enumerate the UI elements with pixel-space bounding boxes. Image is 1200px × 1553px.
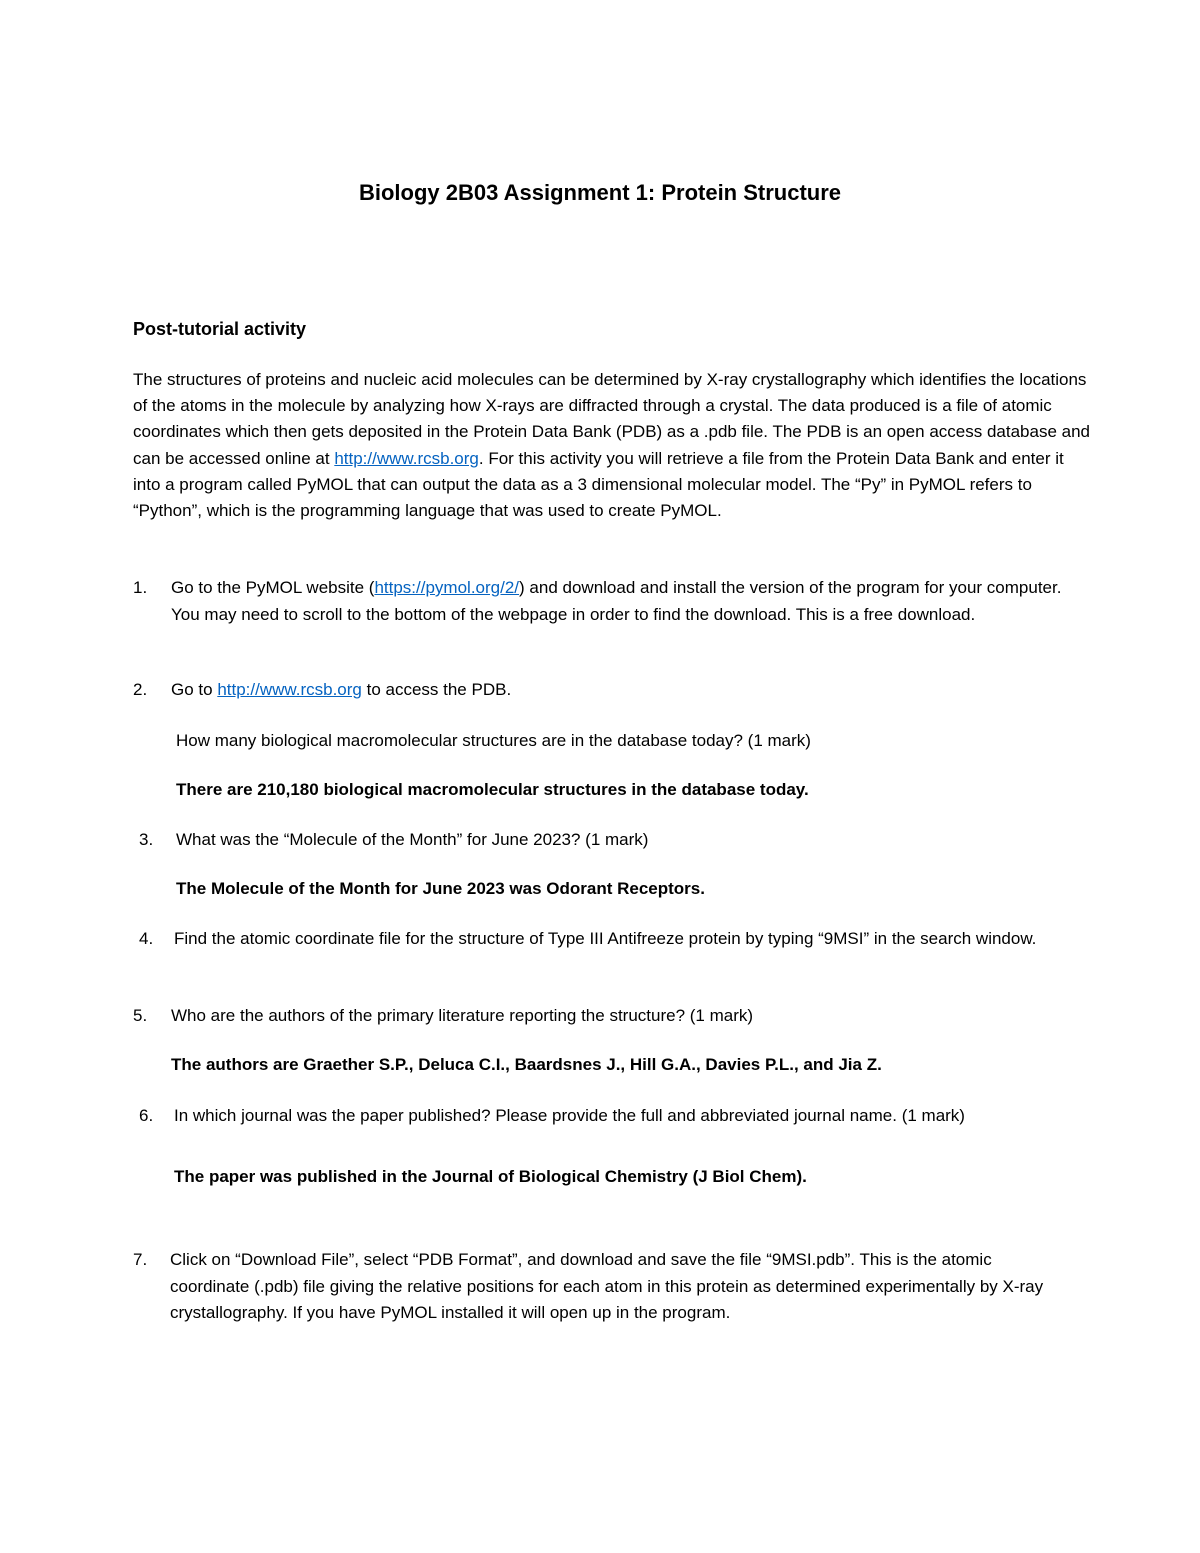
item-text — [171, 575, 1093, 628]
item-number: 4. — [139, 929, 154, 948]
item-number: 3. — [139, 830, 154, 849]
item-question: In which journal was the paper published? Please provide the full and abbreviated journal name. (1 mark) — [174, 1106, 965, 1125]
item-number: 1. — [133, 578, 148, 597]
item-text: Find the atomic coordinate file for the structure of Type III Antifreeze protein by typing “9MSI” in the search window. — [174, 929, 1037, 948]
item-text-after: ) and download and install the version of the program for your computer. You may need to scroll to the bottom of the webpage in order to find the download. This is a free download. — [171, 578, 1062, 624]
item-number: 5. — [133, 1006, 148, 1025]
item-question: What was the “Molecule of the Month” for June 2023? (1 mark) — [176, 830, 649, 849]
item-text-after: to access the PDB. — [361, 680, 512, 699]
item-number: 6. — [139, 1106, 154, 1125]
item-text: Click on “Download File”, select “PDB Format”, and download and save the file “9MSI.pdb”. This is the atomic coordinate (.pdb) file giving the relative positions for each atom in this protein as determined experimentally by X-ray crystallography. If you have PyMOL installed it will open up in the program. — [170, 1250, 1044, 1323]
answer-2: There are 210,180 biological macromolecular structures in the database today. — [176, 780, 809, 799]
page-title: Biology 2B03 Assignment 1: Protein Structure — [358, 180, 842, 205]
item-text-before: Go to — [171, 680, 218, 699]
answer-6: The paper was published in the Journal of Biological Chemistry (J Biol Chem). — [174, 1167, 807, 1186]
item-number: 7. — [133, 1250, 148, 1269]
item-text-before: Go to the PyMOL website ( — [171, 578, 375, 597]
question-2: How many biological macromolecular structures are in the database today? (1 mark) — [176, 731, 811, 750]
item-question: Who are the authors of the primary literature reporting the structure? (1 mark) — [171, 1006, 754, 1025]
answer-5: The authors are Graether S.P., Deluca C.I., Baardsnes J., Hill G.A., Davies P.L., and Jia Z. — [171, 1055, 882, 1074]
intro-text-part1: The structures of proteins and nucleic acid molecules can be determined by X-ray crystallography which identifies the locations of the atoms in the molecule by analyzing how X-rays are diffracted through a crystal. The data produced is a file of atomic coordinates which then gets deposited in the Protein Data Bank (PDB) as a .pdb file. The PDB is an open access database and can be accessed online at — [133, 370, 1090, 468]
answer-3: The Molecule of the Month for June 2023 was Odorant Receptors. — [176, 879, 705, 898]
pymol-link[interactable]: https://pymol.org/2/ — [374, 578, 520, 597]
intro-paragraph — [133, 367, 1093, 524]
intro-text-part2: . For this activity you will retrieve a file from the Protein Data Bank and enter it into a program called PyMOL that can output the data as a 3 dimensional molecular model. The “Py” in PyMOL refers to “Python”, which is the programming language that was used to create PyMOL. — [133, 448, 1064, 521]
item-number: 2. — [133, 680, 148, 699]
rcsb-link[interactable]: http://www.rcsb.org — [217, 680, 362, 699]
rcsb-link[interactable]: http://www.rcsb.org — [334, 448, 479, 468]
section-heading: Post-tutorial activity — [133, 319, 307, 339]
item-text — [171, 677, 1093, 704]
